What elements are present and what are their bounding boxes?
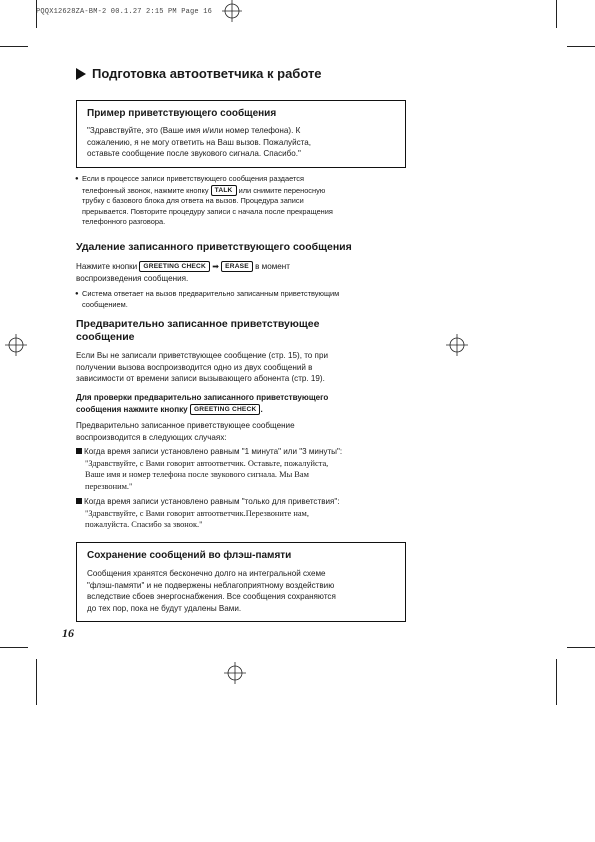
- case-2: [76, 496, 421, 531]
- bullet-icon: ●: [75, 291, 79, 297]
- note-line: прерывается. Повторите процедуру записи с начала после прекращения: [82, 206, 333, 216]
- greeting-check-key: GREETING CHECK: [139, 261, 210, 272]
- body-line: зависимости от времени записи вызывающего абонента (стр. 19).: [76, 374, 325, 383]
- section-title-text: Подготовка автоответчика к работе: [92, 66, 322, 81]
- case-text: пожалуйста. Спасибо за звонок.": [85, 520, 203, 529]
- note-line: сообщением.: [82, 299, 128, 309]
- check-instruction: [76, 392, 416, 415]
- note-line: трубку с базового блока для ответа на вызов. Процедура записи: [82, 196, 304, 205]
- body-line: Если Вы не записали приветствующее сообщение (стр. 15), то при: [76, 351, 328, 360]
- registration-mark-right: [446, 334, 468, 356]
- arrow-right-icon: ➡: [212, 262, 219, 271]
- note-line: Система ответает на вызов предварительно записанным приветствующим: [82, 289, 340, 298]
- registration-mark-left: [5, 334, 27, 356]
- greeting-box-line: сожалению, я не могу ответить на Ваш вызов. Пожалуйста,: [87, 137, 312, 147]
- case-text: "Здравствуйте, с Вами говорит автоответчик. Оставьте, пожалуйста,: [85, 458, 329, 468]
- note-line: или снимите переносную: [238, 185, 326, 195]
- prerecorded-heading-line: Предварительно записанное приветствующее: [76, 318, 320, 330]
- erase-heading: Удаление записанного приветствующего сообщения: [76, 241, 352, 253]
- note-line: Если в процессе записи приветствующего сообщения раздается: [82, 174, 304, 183]
- case-1: [76, 446, 421, 492]
- case-text: Ваше имя и номер телефона после звукового сигнала. Мы Вам: [85, 470, 309, 479]
- bold-line: сообщения нажмите кнопку: [76, 404, 188, 414]
- page-number: 16: [62, 626, 74, 640]
- greeting-box-line: оставьте сообщение после звукового сигнала. Спасибо.": [87, 149, 301, 158]
- greeting-check-key: GREETING CHECK: [190, 404, 261, 415]
- registration-mark-top: [222, 0, 242, 22]
- flash-box-title: Сохранение сообщений во флэш-памяти: [87, 550, 292, 561]
- note-prerecorded: [75, 289, 418, 310]
- bullet-icon: ●: [75, 176, 79, 182]
- played-cases-intro: [76, 420, 416, 443]
- erase-instructions: [76, 261, 416, 284]
- print-header: PQQX12628ZA-BM-2 00.1.27 2:15 PM Page 16: [36, 8, 213, 16]
- erase-key: ERASE: [221, 261, 253, 272]
- greeting-box-line: "Здравствуйте, это (Ваше имя и/или номер телефона). К: [87, 126, 301, 135]
- flash-box-line: до тех пор, пока не будут удалены Вами.: [87, 603, 242, 613]
- prerecorded-heading: [76, 318, 319, 344]
- erase-line: воспроизведения сообщения.: [76, 273, 189, 283]
- greeting-example-box: [76, 100, 406, 168]
- greeting-box-title: Пример приветствующего сообщения: [87, 108, 277, 119]
- body-line: воспроизводится в следующих случаях:: [76, 432, 227, 442]
- case-label: Когда время записи установлено равным "1 минута" или "3 минуты":: [84, 447, 343, 456]
- prerecorded-heading-line: сообщение: [76, 331, 135, 343]
- talk-key: TALK: [211, 185, 237, 196]
- erase-line: в момент: [255, 262, 290, 271]
- body-line: получении вызова воспроизводится одно из двух сообщений в: [76, 362, 313, 372]
- bold-line: .: [260, 404, 263, 414]
- flash-memory-box: [76, 542, 406, 622]
- erase-line: Нажмите кнопки: [76, 262, 138, 271]
- square-bullet-icon: [76, 448, 82, 454]
- flash-box-line: "флэш-памяти" и не подвержены неблагоприятному воздействию: [87, 580, 335, 590]
- note-recording-interrupt: [75, 174, 408, 228]
- bold-line: Для проверки предварительно записанного приветствующего: [76, 393, 329, 402]
- note-line: телефонный звонок, нажмите кнопку: [82, 185, 209, 195]
- case-text: перезвоним.": [85, 481, 133, 491]
- flash-box-line: вследствие сбоев энергоснабжения. Все сообщения сохраняются: [87, 592, 336, 601]
- case-text: "Здравствуйте, с Вами говорит автоответчик.Перезвоните нам,: [85, 508, 309, 518]
- note-line: телефонного разговора.: [82, 217, 166, 226]
- flash-box-line: Сообщения хранятся бесконечно долго на интегральной схеме: [87, 569, 326, 578]
- case-label: Когда время записи установлено равным "только для приветствия":: [84, 497, 340, 506]
- section-title: [76, 66, 322, 81]
- registration-mark-bottom: [224, 662, 246, 684]
- prerecorded-body: [76, 350, 416, 385]
- arrow-right-icon: [76, 68, 86, 80]
- square-bullet-icon: [76, 498, 82, 504]
- body-line: Предварительно записанное приветствующее сообщение: [76, 421, 295, 430]
